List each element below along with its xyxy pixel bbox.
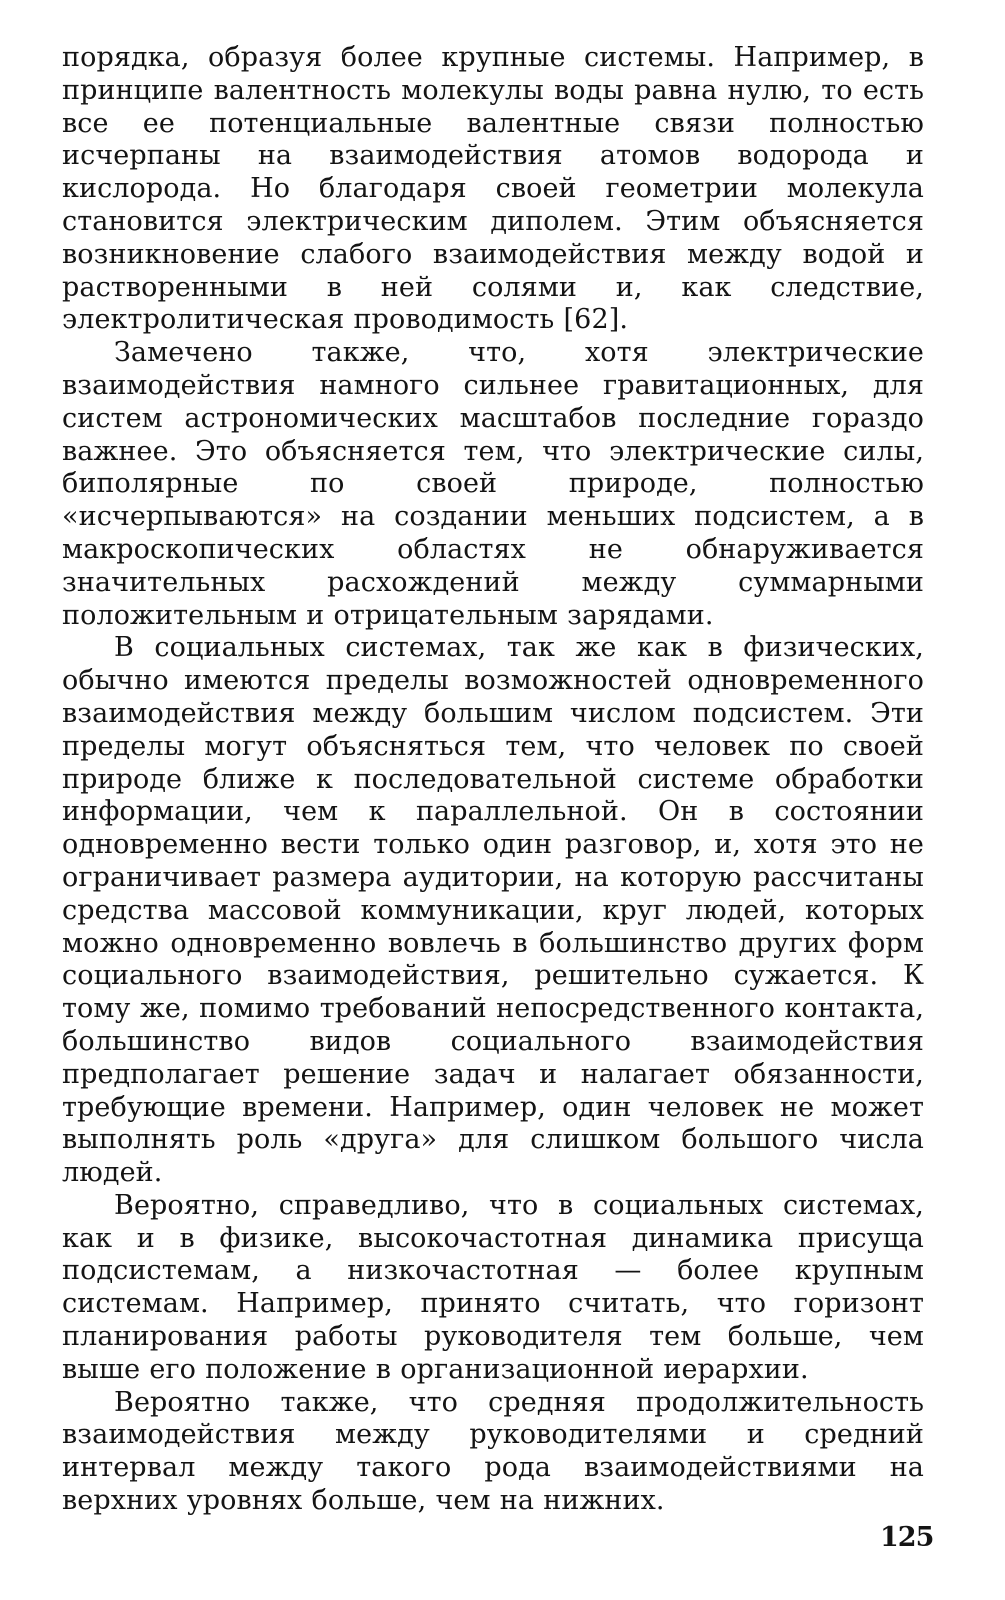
page-number: 125 [880,1522,934,1553]
paragraph-3: В социальных системах, так же как в физических, обычно имеются пределы возможностей одновременного взаимодействия между большим числом подсистем. Эти пределы могут объясняться тем, что человек по своей природе ближе к последовательной системе обработки информации, чем к параллельной. Он в состоянии одновременно вести только один разговор, и, хотя это не ограничивает размера аудитории, на которую рассчитаны средства массовой коммуникации, круг людей, которых можно одновременно вовлечь в большинство других форм социального взаимодействия, решительно сужается. К тому же, помимо требований непосредственного контакта, большинство видов социального взаимодействия предполагает решение задач и налагает обязанности, требующие времени. Например, один человек не может выполнять роль «друга» для слишком большого числа людей. [62,632,924,1189]
paragraph-5: Вероятно также, что средняя продолжительность взаимодействия между руководителями и средний интервал между такого рода взаимодействиями на верхних уровнях больше, чем на нижних. [62,1386,924,1517]
paragraph-4: Вероятно, справедливо, что в социальных системах, как и в физике, высокочастотная динамика присуща подсистемам, а низкочастотная — более крупным системам. Например, принято считать, что горизонт планирования работы руководителя тем больше, чем выше его положение в организационной иерархии. [62,1189,924,1385]
paragraph-2: Замечено также, что, хотя электрические взаимодействия намного сильнее гравитационных, для систем астрономических масштабов последние гораздо важнее. Это объясняется тем, что электрические силы, биполярные по своей природе, полностью «исчерпываются» на создании меньших подсистем, а в макроскопических областях не обнаруживается значительных расхождений между суммарными положительным и отрицательным зарядами. [62,337,924,631]
paragraph-1: порядка, образуя более крупные системы. Например, в принципе валентность молекулы воды равна нулю, то есть все ее потенциальные валентные связи полностью исчерпаны на взаимодействия атомов водорода и кислорода. Но благодаря своей геометрии молекула становится электрическим диполем. Этим объясняется возникновение слабого взаимодействия между водой и растворенными в ней солями и, как следствие, электролитическая проводимость [62]. [62,42,924,336]
page-text-block [62,42,924,1518]
